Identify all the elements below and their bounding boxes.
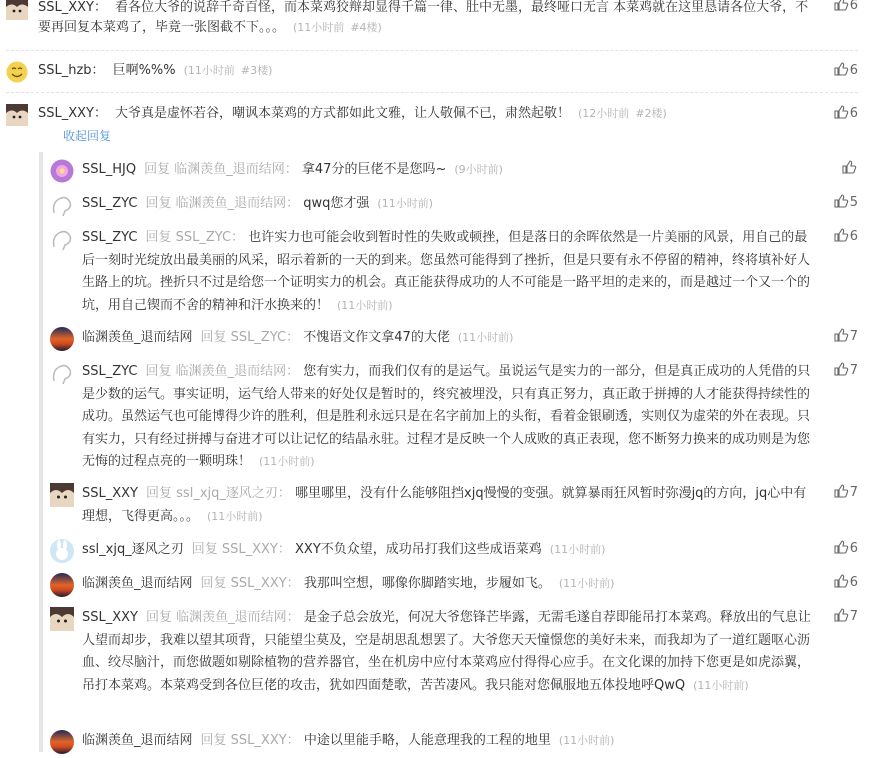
reply-target[interactable]: SSL_XXY：: [230, 576, 300, 591]
like-count: 6: [849, 541, 858, 556]
collapse-replies-link[interactable]: 收起回复: [63, 129, 112, 143]
reply-body: [82, 607, 814, 697]
reply-body: [82, 483, 814, 528]
avatar[interactable]: [6, 61, 28, 83]
comment-time: (12小时前: [578, 107, 630, 120]
comment-item: [6, 61, 858, 83]
reply-label: 回复: [200, 330, 227, 345]
reply-label: 回复: [145, 230, 172, 245]
reply-text: 不愧语文作文拿47的大佬: [303, 330, 450, 345]
reply-username[interactable]: 临渊羡鱼_退而结网: [82, 576, 193, 591]
reply-text: 中途以里能手略，人能意理我的工程的地里: [303, 733, 551, 748]
reply-label: 回复: [145, 196, 172, 211]
comment-username[interactable]: SSL_XXY：: [38, 0, 107, 15]
reply-username[interactable]: SSL_ZYC: [82, 196, 138, 211]
comment-text: 大爷真是虚怀若谷，嘲讽本菜鸡的方式都如此文雅，让人敬佩不已，肃然起敬！: [115, 106, 571, 121]
reply-text: 是金子总会放光，何况大爷您锋芒毕露，无需毛遂自荐即能吊打本菜鸡。释放出的气息让人望而却步，我难以望其项背，只能望尘莫及，空是胡思乱想罢了。大爷您天天憧憬您的美好未来，而我却为了一道红题呕心沥血、绞尽脑汁，而您做题如剔除植物的营养器官，坐在机房中应付本菜鸡应付得得心应手。在文化课的加持下您更是如虎添翼，吊打本菜鸡。本菜鸡受到各位巨佬的攻击，犹如四面楚歌，苦苦凄风。我只能对您佩服地五体投地呼QwQ: [82, 610, 811, 693]
like-button[interactable]: [834, 607, 858, 627]
avatar[interactable]: [50, 193, 74, 217]
reply-body: [82, 573, 814, 596]
avatar[interactable]: [6, 104, 28, 126]
like-count: 6: [849, 575, 858, 590]
reply-body: [82, 539, 814, 562]
avatar[interactable]: [50, 573, 74, 597]
reply-username[interactable]: SSL_ZYC: [82, 364, 138, 379]
reply-time: (9小时前): [454, 163, 503, 176]
comment-text: 巨啊%%%: [112, 63, 176, 78]
reply-username[interactable]: SSL_HJQ: [82, 162, 137, 177]
reply-target[interactable]: SSL_XXY：: [221, 542, 291, 557]
reply-item: [50, 361, 858, 473]
reply-label: 回复: [146, 610, 173, 625]
divider: [6, 92, 858, 93]
comment-body: [38, 104, 818, 124]
thumbs-up-icon: [842, 160, 856, 174]
avatar[interactable]: [50, 730, 74, 754]
thumbs-up-icon: [834, 540, 848, 554]
like-count: 5: [849, 195, 858, 210]
comment-username[interactable]: SSL_XXY：: [38, 106, 107, 121]
comment-item: [6, 0, 858, 38]
reply-label: 回复: [145, 364, 172, 379]
like-button[interactable]: [834, 483, 858, 503]
thumbs-up-icon: [834, 105, 848, 119]
reply-time: (11小时前): [259, 455, 315, 469]
like-count: 7: [849, 609, 858, 624]
thumbs-up-icon: [834, 228, 848, 242]
reply-body: [82, 159, 814, 182]
like-button[interactable]: [834, 61, 858, 81]
avatar[interactable]: [50, 361, 74, 385]
reply-item: [50, 730, 858, 754]
reply-item: [50, 607, 858, 719]
reply-time: (11小时前): [558, 734, 615, 747]
reply-username[interactable]: SSL_ZYC: [82, 230, 138, 245]
reply-label: 回复: [200, 733, 227, 748]
comment-username[interactable]: SSL_hzb：: [38, 63, 105, 78]
reply-body: [82, 193, 814, 216]
reply-item: [50, 159, 858, 183]
like-count: 7: [849, 329, 858, 344]
reply-body: [82, 227, 814, 317]
comment-floor: #3楼): [240, 64, 273, 77]
reply-username[interactable]: SSL_XXY: [82, 486, 138, 501]
reply-target[interactable]: 临渊羡鱼_退而结网：: [175, 196, 300, 211]
like-button[interactable]: [834, 0, 858, 16]
thumbs-up-icon: [834, 574, 848, 588]
comment-time: (11小时前: [293, 21, 345, 34]
reply-label: 回复: [144, 162, 171, 177]
reply-item: [50, 193, 858, 217]
thumbs-up-icon: [834, 362, 848, 376]
thumbs-up-icon: [834, 608, 848, 622]
avatar[interactable]: [50, 539, 74, 563]
reply-item: [50, 327, 858, 351]
reply-target[interactable]: 临渊羡鱼_退而结网：: [175, 364, 300, 379]
avatar[interactable]: [50, 483, 74, 507]
reply-time: (11小时前): [457, 331, 514, 344]
like-button[interactable]: [834, 573, 858, 593]
reply-item: [50, 573, 858, 597]
comment-floor: #2楼): [635, 107, 667, 120]
reply-label: 回复: [191, 542, 218, 557]
like-count: 6: [849, 0, 858, 13]
reply-time: (11小时前): [558, 577, 615, 590]
avatar[interactable]: [50, 227, 74, 251]
like-count: 6: [849, 229, 858, 244]
reply-time: (11小时前): [693, 678, 749, 692]
reply-username[interactable]: SSL_XXY: [82, 610, 138, 625]
reply-text: 也许实力也可能会收到暂时性的失败或顿挫，但是落日的余晖依然是一片美丽的风景，用自己的最后一刻时光绽放出最美丽的风采，昭示着新的一天的到来。您虽然可能得到了挫折，但是只要有永不停留的精神，终将填补好人生路上的坑。挫折只不过是给您一个证明实力的机会。真正能获得成功的人不可能是一路平坦的走来的，而是越过一个又一个的坑，用自己锲而不舍的精神和汗水换来的！: [82, 230, 811, 313]
reply-body: [82, 730, 814, 753]
like-button[interactable]: [834, 361, 858, 381]
like-button[interactable]: [834, 193, 858, 213]
reply-target[interactable]: SSL_ZYC：: [175, 230, 245, 245]
reply-target[interactable]: 临渊羡鱼_退而结网：: [176, 610, 300, 625]
comment-item: [6, 104, 858, 126]
comment-text: 看各位大爷的说辞千奇百怪，而本菜鸡狡辩却显得千篇一律、肚中无墨，最终哑口无言 本菜鸡就在这里恳请各位大爷，不要再回复本菜鸡了，毕竟一张图截不下。。。: [38, 0, 809, 35]
reply-username[interactable]: 临渊羡鱼_退而结网: [82, 330, 193, 345]
reply-text: XXY不负众望，成功吊打我们这些成语菜鸡: [295, 542, 542, 557]
reply-username[interactable]: ssl_xjq_逐风之刃: [82, 542, 184, 557]
reply-item: [50, 539, 858, 563]
reply-time: (11小时前): [549, 543, 606, 556]
avatar[interactable]: [50, 607, 74, 631]
avatar[interactable]: [50, 327, 74, 351]
like-count: 7: [849, 363, 858, 378]
reply-body: [82, 361, 814, 474]
reply-username[interactable]: 临渊羡鱼_退而结网: [82, 733, 193, 748]
reply-target[interactable]: ssl_xjq_逐风之刃：: [176, 486, 291, 501]
reply-text: 我那叫空想，哪像你脚踏实地，步履如飞。: [303, 576, 551, 591]
reply-item: [50, 483, 858, 529]
thumbs-up-icon: [834, 194, 848, 208]
like-button[interactable]: [834, 104, 858, 124]
divider: [6, 50, 858, 51]
reply-text: 您有实力，而我们仅有的是运气。虽说运气是实力的一部分，但是真正成功的人凭借的只是少数的运气。事实证明，运气给人带来的好处仅是暂时的，终究被埋没，只有真正努力，真正敢于拼搏的人才能获得持续性的成功。虽然运气也可能博得少许的胜利，但是胜利永远只是在名字前加上的头衔，看着金银刷透，实则仅为虚荣的外在表现。只有实力，只有经过拼搏与奋进才可以让记忆的结晶永驻。过程才是反映一个人成败的真正表现，您不断努力换来的成功则是为您无悔的过程点亮的一颗明珠！: [82, 364, 811, 470]
avatar[interactable]: [50, 159, 74, 183]
comment-body: [38, 61, 818, 81]
reply-time: (11小时前): [377, 197, 434, 210]
thumbs-up-icon: [834, 484, 848, 498]
reply-text: qwq您才强: [303, 196, 370, 211]
reply-label: 回复: [200, 576, 227, 591]
thumbs-up-icon: [834, 0, 848, 11]
like-count: 6: [849, 106, 858, 121]
like-count: 7: [849, 485, 858, 500]
like-button[interactable]: [834, 327, 858, 347]
comment-floor: #4楼): [350, 21, 382, 34]
like-button[interactable]: [842, 159, 858, 179]
like-button[interactable]: [834, 539, 858, 559]
reply-time: (11小时前): [207, 509, 263, 523]
reply-text: 拿47分的巨佬不是您吗~: [301, 162, 447, 177]
avatar[interactable]: [6, 0, 28, 20]
reply-target[interactable]: SSL_XXY：: [230, 733, 300, 748]
reply-label: 回复: [146, 486, 173, 501]
like-button[interactable]: [834, 227, 858, 247]
reply-body: [82, 327, 814, 350]
reply-text: 哪里哪里，没有什么能够阻挡xjq慢慢的变强。就算暴雨狂风暂时弥漫jq的方向，jq心中有理想，飞得更高。。。: [82, 486, 807, 524]
thumbs-up-icon: [834, 328, 848, 342]
comment-body: [38, 0, 818, 38]
comment-time: (11小时前: [183, 64, 235, 77]
reply-target[interactable]: 临渊羡鱼_退而结网：: [174, 162, 298, 177]
thumbs-up-icon: [834, 62, 848, 76]
reply-target[interactable]: SSL_ZYC：: [230, 330, 300, 345]
reply-item: [50, 227, 858, 319]
like-count: 6: [849, 63, 858, 78]
reply-time: (11小时前): [337, 298, 393, 312]
